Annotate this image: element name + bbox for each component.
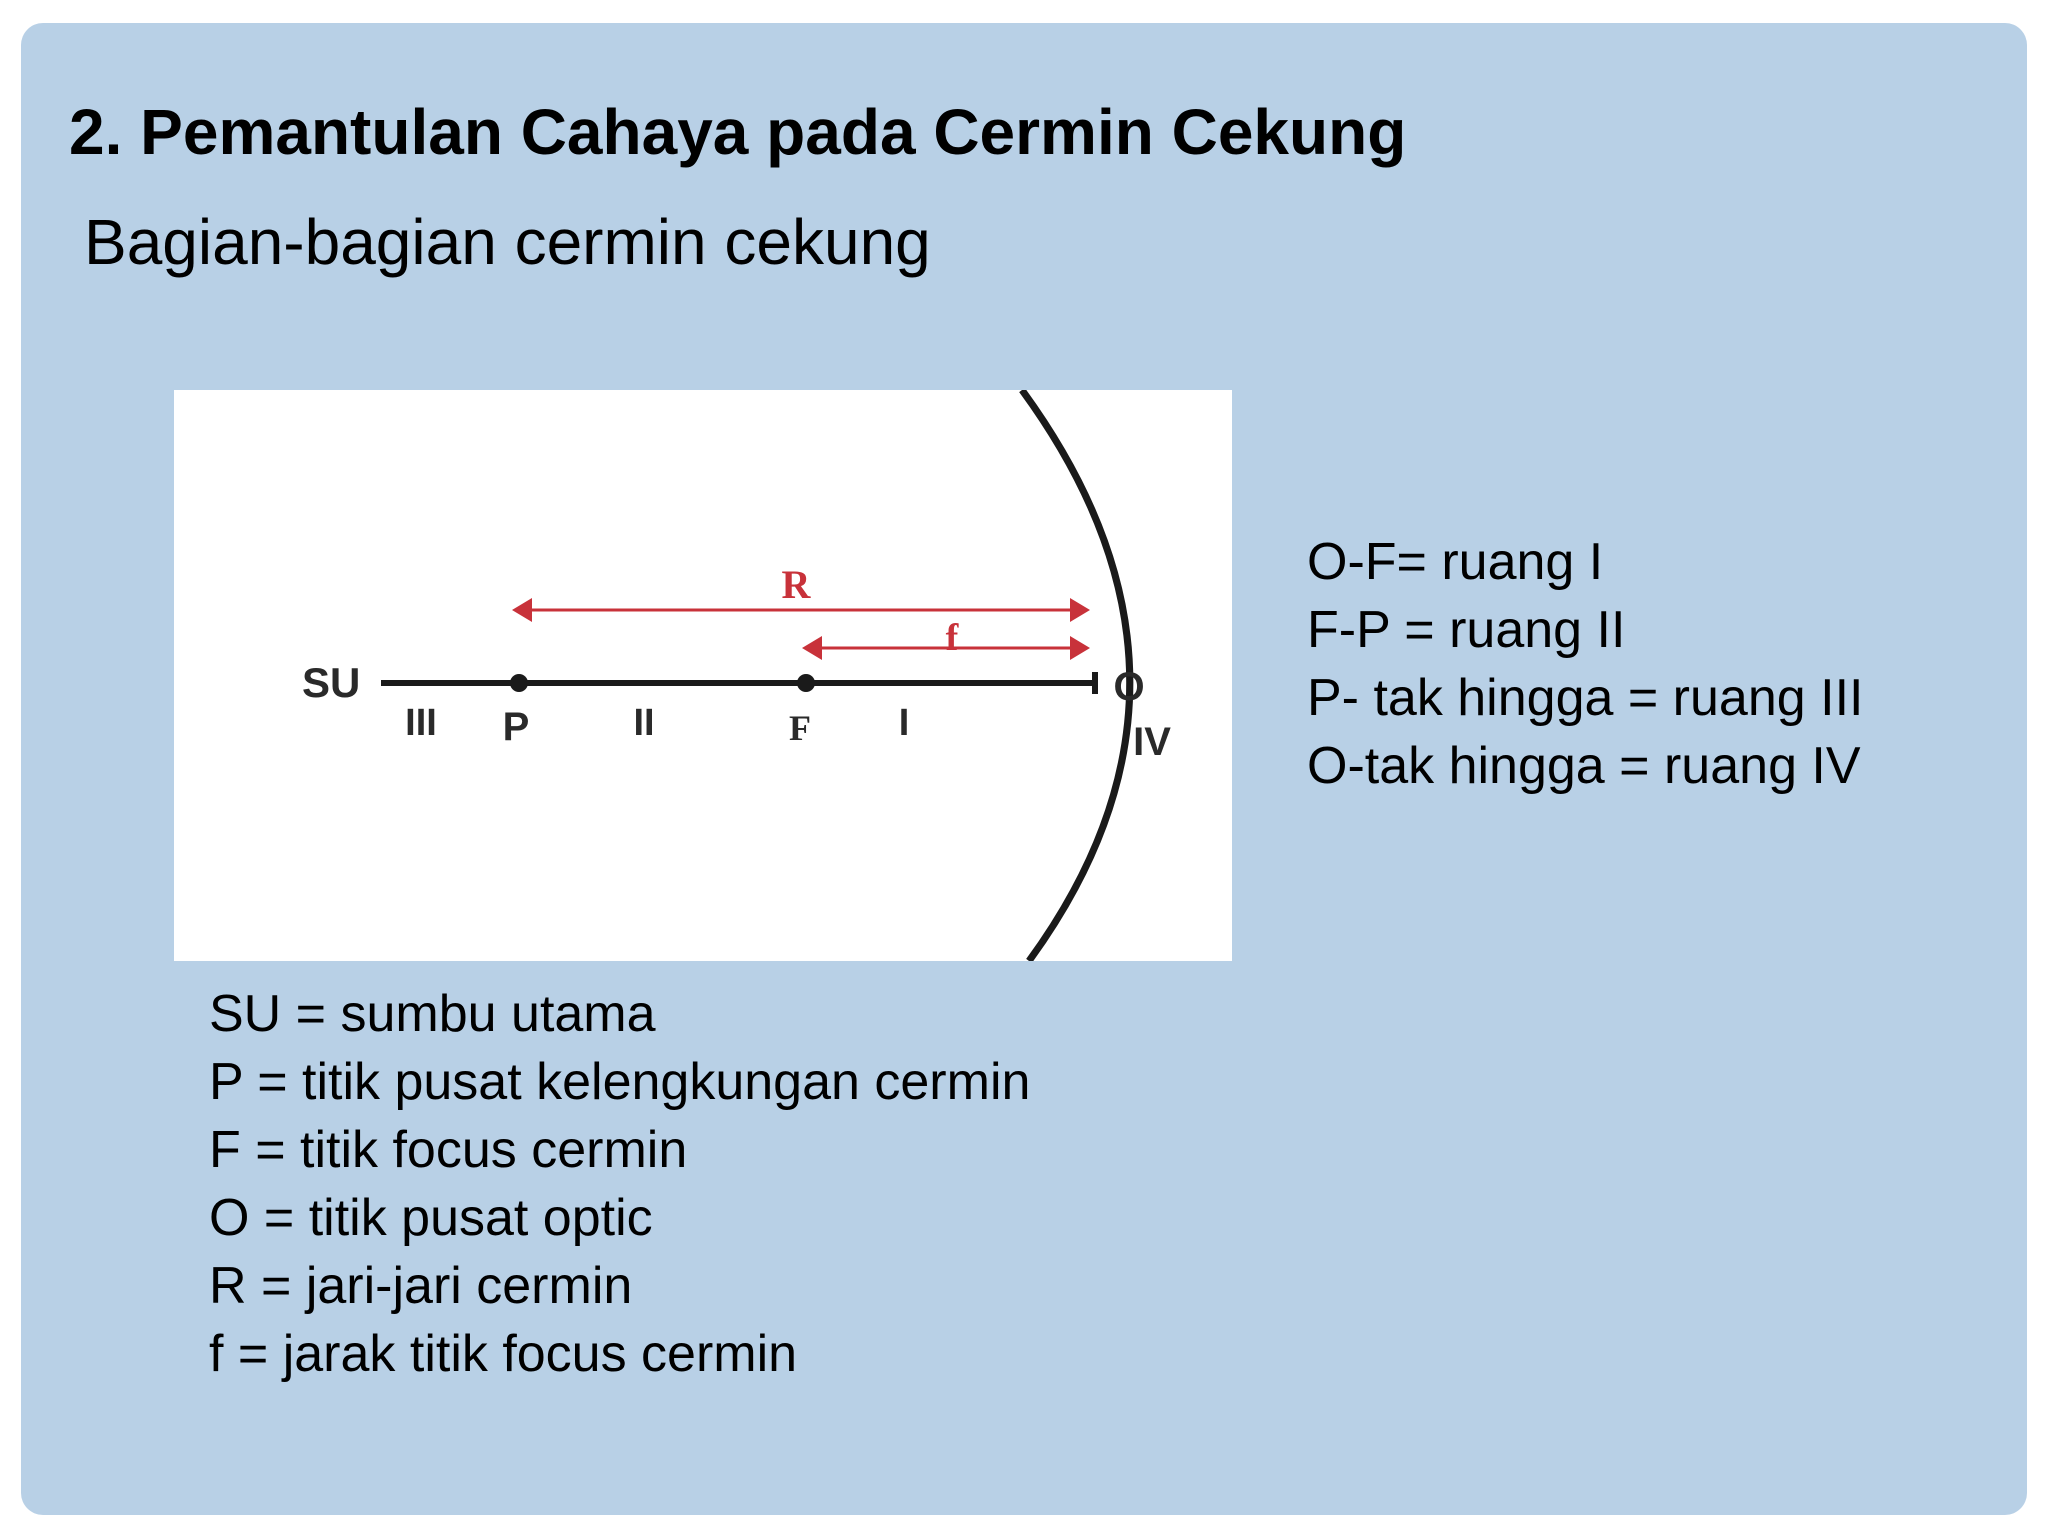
- focal-arrow-head-left: [802, 636, 822, 660]
- focal-arrow-head-right: [1070, 636, 1090, 660]
- focus-label-f: F: [789, 708, 811, 748]
- space-definition-item: F-P = ruang II: [1307, 601, 1626, 659]
- legend-item: O = titik pusat optic: [209, 1189, 653, 1247]
- space-definitions: [1307, 528, 1863, 800]
- legend-item: F = titik focus cermin: [209, 1121, 688, 1179]
- legend-item: R = jari-jari cermin: [209, 1257, 633, 1315]
- slide-title: 2. Pemantulan Cahaya pada Cermin Cekung: [69, 96, 1407, 168]
- focus-point-f: [797, 674, 815, 692]
- principal-axis-label: SU: [302, 659, 361, 706]
- space-definition-item: P- tak hingga = ruang III: [1307, 669, 1864, 727]
- center-label-p: P: [502, 705, 530, 749]
- radius-arrow-head-right: [1070, 598, 1090, 622]
- radius-arrow-head-left: [512, 598, 532, 622]
- space-2-label: II: [633, 702, 655, 744]
- concave-mirror-diagram: [174, 390, 1232, 961]
- optic-center-mark: [1092, 672, 1098, 694]
- space-3-label: III: [405, 702, 437, 744]
- space-definition-item: O-tak hingga = ruang IV: [1307, 737, 1861, 795]
- radius-label: R: [781, 562, 811, 607]
- center-point-p: [510, 674, 528, 692]
- space-4-label: IV: [1133, 720, 1171, 764]
- legend-item: f = jarak titik focus cermin: [209, 1325, 798, 1383]
- legend-item: P = titik pusat kelengkungan cermin: [209, 1053, 1031, 1111]
- optic-center-label-o: O: [1113, 665, 1145, 709]
- slide-subtitle: Bagian-bagian cermin cekung: [84, 206, 931, 278]
- legend-item: SU = sumbu utama: [209, 985, 656, 1043]
- space-1-label: I: [898, 702, 910, 744]
- space-definition-item: O-F= ruang I: [1307, 533, 1604, 591]
- legend-list: [209, 980, 1030, 1388]
- focal-length-label: f: [945, 617, 959, 659]
- diagram-canvas: [174, 390, 1232, 961]
